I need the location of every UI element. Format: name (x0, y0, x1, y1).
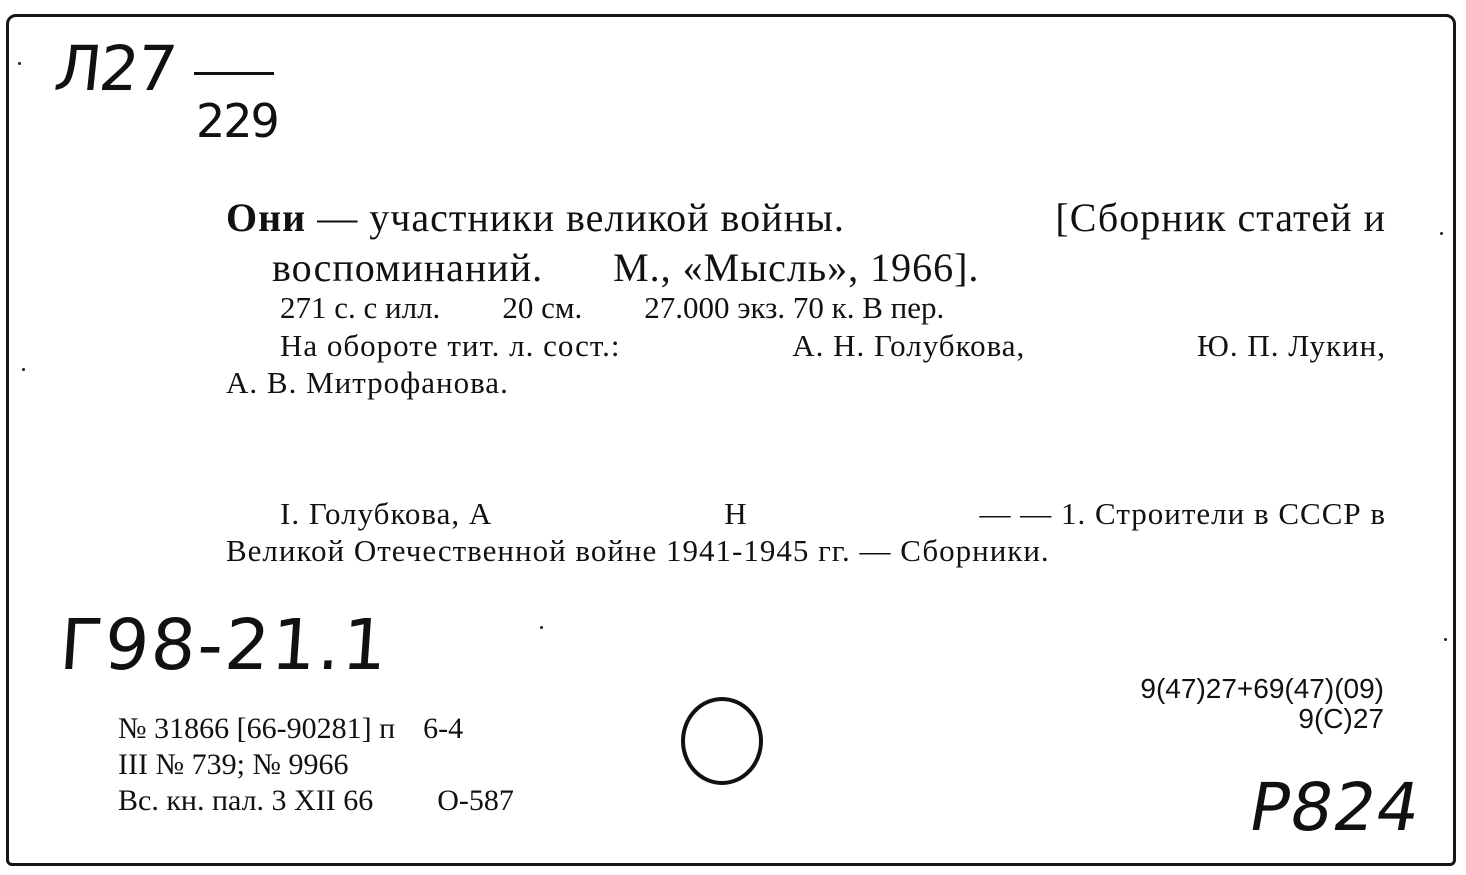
handwritten-number: Р824 (1243, 769, 1427, 846)
note-name-1: А. Н. Голубкова, (792, 328, 1026, 363)
tracing-subject: — — 1. Строители в СССР в (979, 496, 1386, 531)
classification-line-1: 9(47)27+69(47)(09) (1140, 673, 1384, 704)
record-code: 6-4 (423, 712, 464, 745)
shelf-mark-top: Л27 (51, 32, 179, 105)
title-heading: Они (226, 195, 307, 240)
record-number: № 31866 [66-90281] п (118, 712, 396, 745)
author-mark: О-587 (437, 784, 514, 817)
record-line-3 (118, 786, 514, 816)
shelf-mark-bottom: 229 (196, 94, 278, 148)
size: 20 см. (502, 290, 583, 325)
classification-line-2: 9(С)27 (1298, 703, 1384, 734)
tracing-author-initial: Н (724, 496, 748, 531)
call-number: Г98-21.1 (57, 604, 392, 686)
title-line-2 (272, 245, 980, 290)
title-line-1 (226, 195, 1386, 240)
note-name-2: Ю. П. Лукин, (1196, 328, 1386, 363)
edition: 27.000 экз. 70 к. В пер. (644, 290, 945, 325)
compilers-note-line-2: А. В. Митрофанова. (226, 365, 509, 400)
speck (1444, 638, 1447, 641)
title-bracket: [Сборник статей и (1055, 195, 1386, 240)
punched-hole-circle (681, 697, 763, 785)
speck (18, 62, 21, 65)
title-line2-left: воспоминаний. (272, 245, 544, 290)
speck (1440, 232, 1443, 235)
pages: 271 с. с илл. (280, 290, 441, 325)
title-line2-right: М., «Мысль», 1966]. (613, 245, 980, 290)
speck (540, 626, 543, 629)
shelf-mark-rule (194, 72, 274, 75)
record-line-1 (118, 714, 463, 744)
tracing-author: I. Голубкова, А (280, 496, 493, 531)
tracings-line-2: Великой Отечественной войне 1941-1945 гг. — Сборники. (226, 533, 1050, 568)
imprint-line (280, 292, 944, 323)
title-rest: — участники великой войны. (317, 195, 845, 240)
book-chamber: Вс. кн. пал. 3 XII 66 (118, 784, 374, 817)
tracings-line-1 (280, 498, 1386, 529)
record-line-2: III № 739; № 9966 (118, 748, 349, 781)
note-prefix: На обороте тит. л. сост.: (280, 328, 621, 363)
compilers-note (280, 330, 1386, 361)
speck (22, 368, 25, 371)
